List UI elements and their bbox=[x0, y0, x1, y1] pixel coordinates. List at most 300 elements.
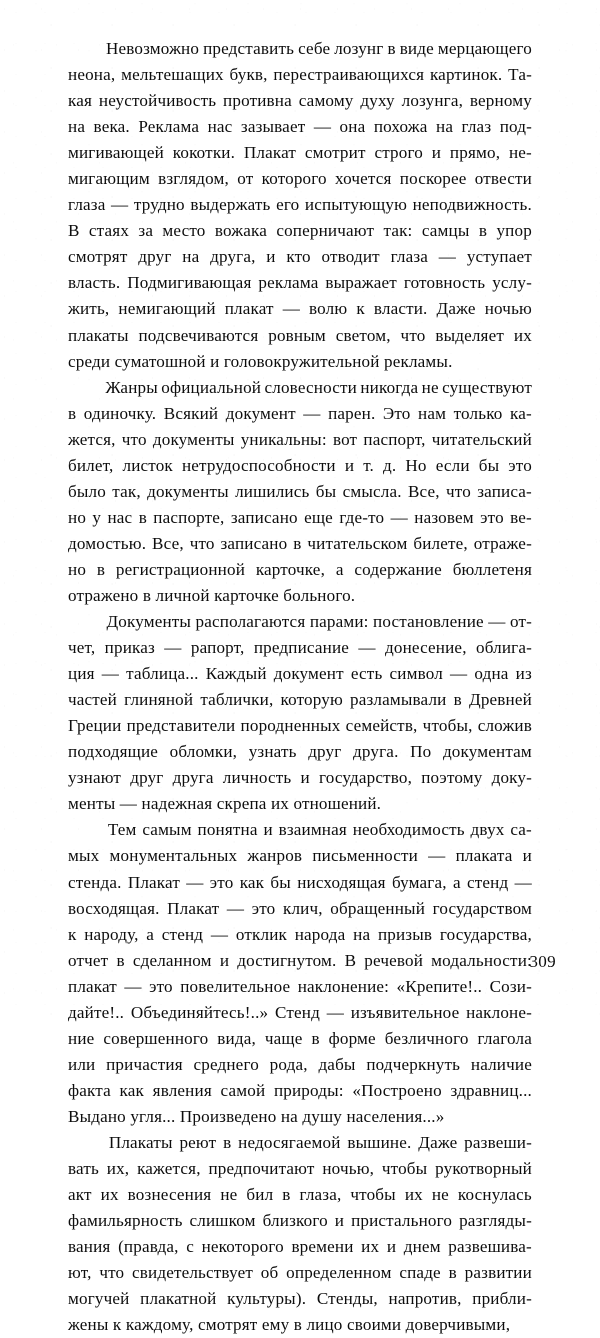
text-line bbox=[68, 609, 532, 635]
word: документ bbox=[273, 664, 344, 684]
paragraph bbox=[68, 375, 532, 609]
word: лишились bbox=[235, 481, 310, 501]
word: и bbox=[219, 950, 230, 970]
paragraph bbox=[68, 36, 532, 375]
word: плакатной bbox=[140, 1289, 217, 1309]
word: в bbox=[478, 221, 488, 241]
word: официальной bbox=[161, 377, 262, 397]
word: самому bbox=[298, 91, 354, 111]
word: карточке, bbox=[255, 559, 326, 579]
word: т. bbox=[363, 455, 374, 475]
word: таблички, bbox=[200, 690, 274, 710]
word: кажется, bbox=[137, 1159, 201, 1179]
word: а bbox=[335, 559, 344, 579]
page-number: 309 bbox=[529, 952, 556, 971]
text-line bbox=[68, 270, 532, 296]
word: как bbox=[119, 1080, 144, 1100]
text-line bbox=[68, 1156, 532, 1182]
word: подсвечиваются bbox=[138, 325, 259, 345]
text-line bbox=[68, 114, 532, 140]
word: поэтому bbox=[421, 768, 483, 788]
word: или bbox=[68, 1054, 96, 1074]
word: совершенного bbox=[103, 1028, 209, 1048]
word: — bbox=[164, 638, 182, 658]
word: облига- bbox=[475, 638, 532, 658]
word: и bbox=[266, 247, 276, 267]
word: противна bbox=[223, 91, 292, 111]
word: наличие bbox=[470, 1054, 532, 1074]
word: вать bbox=[68, 1159, 99, 1179]
word: ночью, bbox=[322, 1159, 375, 1179]
word: не bbox=[431, 1185, 449, 1205]
word: личность bbox=[222, 768, 292, 788]
word: виде bbox=[399, 39, 434, 58]
word: Стенды, bbox=[316, 1289, 378, 1309]
word: семейств, bbox=[345, 716, 418, 736]
word: символ bbox=[389, 664, 443, 684]
word: их bbox=[100, 1185, 119, 1205]
paragraph bbox=[68, 817, 532, 1130]
word: рапорт, bbox=[190, 638, 245, 658]
word: спаде bbox=[399, 1263, 441, 1283]
text-line bbox=[68, 1208, 532, 1234]
word: развитии bbox=[464, 1263, 532, 1283]
word: вожака bbox=[214, 221, 267, 241]
paragraph bbox=[68, 609, 532, 817]
word: а bbox=[452, 872, 461, 892]
text-line bbox=[68, 1130, 532, 1156]
word: Реклама bbox=[138, 117, 200, 137]
word: друг bbox=[130, 768, 164, 788]
word: разгляды- bbox=[459, 1211, 532, 1231]
word: вот bbox=[332, 429, 358, 449]
word: это bbox=[209, 872, 234, 892]
text-line bbox=[68, 817, 532, 843]
text-line: жены к каждому, смотрят ему в лицо своими доверчивыми, bbox=[68, 1315, 511, 1335]
word: и bbox=[386, 1237, 397, 1257]
word: вания bbox=[68, 1237, 111, 1257]
text-line bbox=[68, 1052, 532, 1078]
word: это bbox=[251, 898, 276, 918]
word: одиночку. bbox=[83, 403, 157, 423]
text-line bbox=[68, 1000, 532, 1026]
word: обращенный bbox=[330, 898, 426, 918]
word: на bbox=[68, 117, 86, 137]
word: донесение, bbox=[384, 638, 467, 658]
text-line bbox=[68, 62, 532, 88]
word: глаз bbox=[461, 117, 492, 137]
word: парами: bbox=[309, 612, 369, 632]
word: государство, bbox=[318, 768, 413, 788]
word: к bbox=[68, 924, 77, 944]
word: плакат bbox=[224, 299, 274, 319]
word: разламывали bbox=[350, 690, 447, 710]
word: — bbox=[303, 403, 321, 423]
word: документы bbox=[147, 481, 229, 501]
word: испытующую bbox=[304, 195, 408, 215]
word: бил bbox=[246, 1185, 274, 1205]
word: сложив bbox=[477, 716, 532, 736]
word: двух bbox=[470, 820, 505, 840]
word: Та- bbox=[508, 65, 532, 85]
word: коснулась bbox=[457, 1185, 532, 1205]
word: смотрят bbox=[68, 247, 128, 267]
word: бы bbox=[270, 872, 291, 892]
word: их bbox=[361, 1237, 380, 1257]
word: но bbox=[68, 507, 87, 527]
word: записано bbox=[220, 533, 288, 553]
word: выдержать bbox=[190, 195, 271, 215]
word: и bbox=[431, 143, 442, 163]
text-line bbox=[68, 635, 532, 661]
word: друг bbox=[308, 742, 342, 762]
text-line bbox=[68, 218, 532, 244]
word: располагаются bbox=[195, 612, 306, 632]
word: мельтешащих bbox=[121, 65, 224, 85]
text-line bbox=[68, 765, 532, 791]
word: глаза bbox=[68, 195, 106, 215]
word: дайте!.. bbox=[68, 1002, 125, 1022]
word: Даже bbox=[436, 299, 476, 319]
word: в bbox=[96, 559, 106, 579]
text-line bbox=[68, 1182, 532, 1208]
word: Тем bbox=[107, 820, 137, 840]
word: в bbox=[293, 533, 302, 553]
word: доку- bbox=[491, 768, 532, 788]
word: отклик bbox=[235, 924, 287, 944]
text-line bbox=[68, 922, 532, 948]
word: — bbox=[124, 976, 142, 996]
word: письменности bbox=[312, 846, 418, 866]
word: Документы bbox=[106, 612, 192, 632]
word: частей bbox=[68, 690, 118, 710]
word: словесности bbox=[264, 377, 357, 397]
word: В bbox=[68, 221, 80, 241]
text-line bbox=[68, 713, 532, 739]
word: могучей bbox=[68, 1289, 130, 1309]
word: это bbox=[149, 976, 173, 996]
word: где-то bbox=[339, 507, 385, 527]
word: трудно bbox=[133, 195, 185, 215]
text-line: среди суматошной и головокружительной рекламы. bbox=[68, 351, 453, 371]
word: паспорте, bbox=[153, 507, 225, 527]
word: только bbox=[453, 403, 503, 423]
word: упор bbox=[496, 221, 532, 241]
text-line bbox=[68, 453, 532, 479]
word: узнают bbox=[68, 768, 122, 788]
text-line bbox=[68, 843, 532, 869]
word: рукотворный bbox=[435, 1159, 532, 1179]
word: в bbox=[453, 690, 462, 710]
word: об bbox=[260, 1263, 279, 1283]
word: — bbox=[111, 195, 129, 215]
body-text-column bbox=[68, 36, 532, 1338]
word: плаката bbox=[455, 846, 513, 866]
word: документам bbox=[442, 742, 532, 762]
word: и bbox=[334, 1211, 345, 1231]
text-line bbox=[68, 948, 532, 974]
word: изъявительное bbox=[350, 1002, 460, 1022]
word: нас bbox=[107, 507, 133, 527]
word: в bbox=[68, 403, 77, 423]
word: в bbox=[223, 1132, 232, 1152]
text-line bbox=[68, 974, 532, 1000]
word: Все, bbox=[407, 481, 440, 501]
word: обломки, bbox=[169, 742, 238, 762]
word: явления bbox=[152, 1080, 212, 1100]
word: Всякий bbox=[163, 403, 219, 423]
word: вышине. bbox=[347, 1132, 412, 1152]
word: ка- bbox=[510, 403, 532, 423]
word: развеши- bbox=[464, 1132, 532, 1152]
word: Жанры bbox=[105, 377, 158, 397]
word: отраже- bbox=[473, 533, 532, 553]
word: и bbox=[344, 455, 355, 475]
word: прямо, bbox=[449, 143, 501, 163]
word: — bbox=[326, 1002, 344, 1022]
word: подходящие bbox=[68, 742, 159, 762]
word: было bbox=[68, 481, 106, 501]
text-line bbox=[68, 896, 532, 922]
word: — bbox=[488, 612, 506, 632]
word: наклоне- bbox=[466, 1002, 532, 1022]
word: Сози- bbox=[489, 976, 532, 996]
word: содержание bbox=[354, 559, 442, 579]
word: пристального bbox=[351, 1211, 453, 1231]
text-line bbox=[68, 1026, 532, 1052]
word: глаза bbox=[390, 247, 429, 267]
word: в bbox=[448, 1263, 457, 1283]
word: картинок. bbox=[429, 65, 503, 85]
text-line: Выдано угля... Произведено на душу населения...» bbox=[68, 1106, 445, 1126]
word: породненных bbox=[240, 716, 341, 736]
word: листок bbox=[122, 455, 173, 475]
word: отвести bbox=[474, 169, 532, 189]
word: рода, bbox=[269, 1054, 308, 1074]
word: духу bbox=[360, 91, 395, 111]
paragraph bbox=[68, 1130, 532, 1338]
word: у bbox=[92, 507, 102, 527]
word: друга. bbox=[353, 742, 399, 762]
word: постановление bbox=[373, 612, 484, 632]
word: не bbox=[421, 377, 439, 397]
text-line bbox=[68, 661, 532, 687]
word: власть. bbox=[68, 273, 121, 293]
word: узнать bbox=[248, 742, 297, 762]
word: чаще bbox=[264, 1028, 303, 1048]
word: мигивающей bbox=[68, 143, 164, 163]
word: сделанном bbox=[132, 950, 212, 970]
word: развешива- bbox=[448, 1237, 532, 1257]
word: прибли- bbox=[472, 1289, 532, 1309]
word: выделяет bbox=[435, 325, 504, 345]
word: вознесения bbox=[127, 1185, 212, 1205]
word: ние bbox=[68, 1028, 95, 1048]
word: — bbox=[514, 872, 532, 892]
word: Каждый bbox=[205, 664, 267, 684]
word: уступает bbox=[466, 247, 532, 267]
word: не- bbox=[508, 143, 532, 163]
word: записа- bbox=[477, 481, 532, 501]
word: бюллетеня bbox=[452, 559, 532, 579]
word: д. bbox=[383, 455, 397, 475]
word: в bbox=[387, 39, 396, 58]
word: что bbox=[189, 533, 215, 553]
word: чтобы bbox=[381, 1159, 428, 1179]
word: так: bbox=[383, 221, 413, 241]
word: жется, bbox=[68, 429, 116, 449]
word: парен. bbox=[328, 403, 376, 423]
word: Все, bbox=[152, 533, 184, 553]
word: подчеркнуть bbox=[366, 1054, 461, 1074]
word: его bbox=[276, 195, 300, 215]
word: безличного bbox=[384, 1028, 469, 1048]
word: плакат bbox=[68, 976, 117, 996]
word: стенда. bbox=[68, 872, 122, 892]
word: паспорт, bbox=[363, 429, 426, 449]
word: билете, bbox=[413, 533, 468, 553]
word: выражает bbox=[325, 273, 397, 293]
word: «Построено bbox=[352, 1080, 442, 1100]
word: Объединяйтесь!..» bbox=[130, 1002, 269, 1022]
word: чтобы, bbox=[422, 716, 473, 736]
word: — bbox=[101, 664, 120, 684]
word: к bbox=[356, 299, 365, 319]
word: под- bbox=[499, 117, 532, 137]
word: причастия bbox=[106, 1054, 183, 1074]
word: некоторого bbox=[201, 1237, 284, 1257]
word: представители bbox=[126, 716, 236, 736]
word: никогда bbox=[360, 377, 419, 397]
word: стаях bbox=[88, 221, 130, 241]
word: Древней bbox=[468, 690, 532, 710]
word: предписание bbox=[253, 638, 350, 658]
word: определенном bbox=[286, 1263, 392, 1283]
text-line bbox=[68, 479, 532, 505]
word: слишком bbox=[189, 1211, 256, 1231]
word: свидетельствует bbox=[132, 1263, 253, 1283]
text-line bbox=[68, 687, 532, 713]
word: — bbox=[186, 872, 204, 892]
word: что bbox=[99, 1263, 125, 1283]
word: Стенд bbox=[275, 1002, 320, 1022]
word: перестраивающихся bbox=[273, 65, 425, 85]
word: услу- bbox=[492, 273, 532, 293]
word: Невозможно bbox=[106, 39, 200, 58]
word: стенд bbox=[467, 872, 509, 892]
word: с bbox=[186, 1237, 194, 1257]
word: здравниц... bbox=[450, 1080, 532, 1100]
word: вида, bbox=[217, 1028, 256, 1048]
word: — bbox=[282, 299, 300, 319]
word: если bbox=[435, 455, 470, 475]
word: место bbox=[162, 221, 206, 241]
word: предпочитают bbox=[208, 1159, 315, 1179]
word: нам bbox=[418, 403, 447, 423]
word: записано bbox=[230, 507, 298, 527]
word: бы bbox=[315, 481, 337, 501]
word: зазывает bbox=[240, 117, 306, 137]
word: Греции bbox=[68, 716, 122, 736]
word: лозунга, bbox=[401, 91, 464, 111]
word: назовем bbox=[414, 507, 474, 527]
word: — bbox=[313, 117, 332, 137]
text-line bbox=[68, 427, 532, 453]
word: мерцающего bbox=[437, 39, 532, 58]
word: — bbox=[226, 898, 245, 918]
word: глаза, bbox=[299, 1185, 342, 1205]
word: среднего bbox=[193, 1054, 259, 1074]
word: в bbox=[282, 1185, 291, 1205]
word: но bbox=[68, 559, 87, 579]
word: она bbox=[339, 117, 366, 137]
word: документ bbox=[225, 403, 296, 423]
word: это bbox=[508, 455, 532, 475]
text-line bbox=[68, 166, 532, 192]
word: отводит bbox=[321, 247, 380, 267]
word: букв, bbox=[229, 65, 268, 85]
word: уникальны: bbox=[240, 429, 327, 449]
word: себе bbox=[298, 39, 331, 58]
word: призыв bbox=[377, 924, 433, 944]
text-line bbox=[68, 1078, 532, 1104]
word: глагола bbox=[477, 1028, 532, 1048]
word: кокотки. bbox=[172, 143, 236, 163]
word: — bbox=[450, 664, 468, 684]
word: ночью bbox=[484, 299, 532, 319]
word: народу, bbox=[84, 924, 139, 944]
word: — bbox=[210, 924, 229, 944]
word: достигнутом. bbox=[237, 950, 337, 970]
word: готовность bbox=[403, 273, 486, 293]
word: Подмигивающая bbox=[127, 273, 252, 293]
word: века. bbox=[93, 117, 130, 137]
word: близкого bbox=[262, 1211, 328, 1231]
word: Плакаты bbox=[108, 1132, 173, 1152]
word: факта bbox=[68, 1080, 111, 1100]
word: днем bbox=[403, 1237, 441, 1257]
word: ют, bbox=[68, 1263, 92, 1283]
word: домостью. bbox=[68, 533, 147, 553]
word: друг bbox=[138, 247, 172, 267]
text-line bbox=[68, 1260, 532, 1286]
word: неустойчивость bbox=[98, 91, 217, 111]
word: их bbox=[404, 1185, 423, 1205]
word: Но bbox=[405, 455, 427, 475]
word: самым bbox=[142, 820, 192, 840]
word: (правда, bbox=[118, 1237, 179, 1257]
word: чтобы bbox=[350, 1185, 396, 1205]
word: одна bbox=[474, 664, 509, 684]
word: Это bbox=[382, 403, 411, 423]
word: друга, bbox=[210, 247, 256, 267]
text-line bbox=[68, 1234, 532, 1260]
word: времени bbox=[291, 1237, 354, 1257]
word: так, bbox=[112, 481, 141, 501]
text-line bbox=[68, 296, 532, 322]
word: форме bbox=[328, 1028, 376, 1048]
word: таблица... bbox=[126, 664, 199, 684]
word: верному bbox=[469, 91, 532, 111]
word: власти. bbox=[373, 299, 428, 319]
word: — bbox=[390, 507, 408, 527]
word: плакаты bbox=[68, 325, 129, 345]
word: са- bbox=[510, 820, 532, 840]
word: взглядом, bbox=[158, 169, 229, 189]
word: что bbox=[446, 481, 471, 501]
word: читательском bbox=[307, 533, 408, 553]
word: светом, bbox=[335, 325, 391, 345]
